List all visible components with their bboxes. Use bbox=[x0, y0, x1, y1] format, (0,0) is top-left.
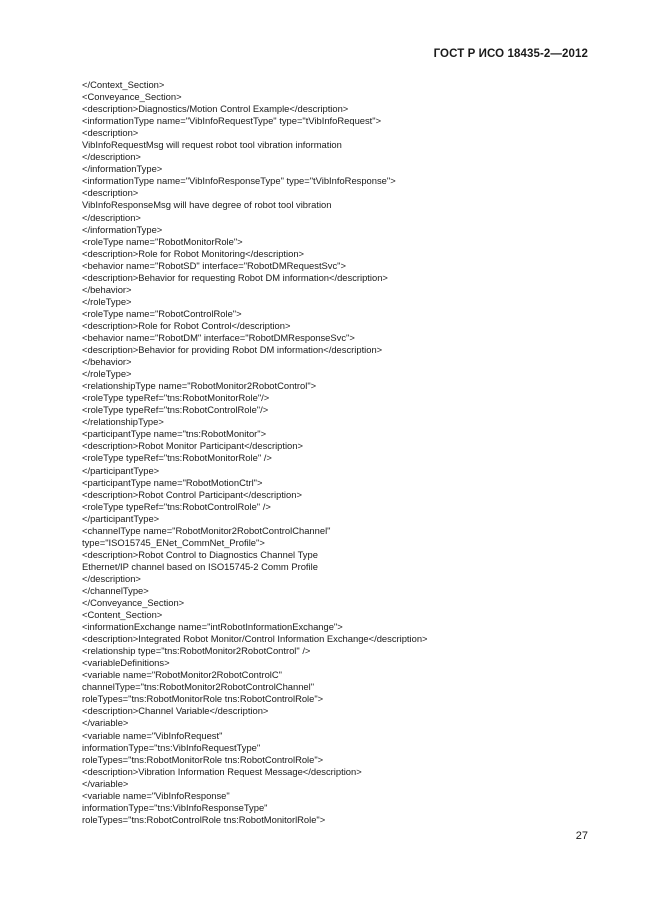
code-line: <variable name="VibInfoResponse" bbox=[82, 789, 230, 801]
page-number: 27 bbox=[575, 830, 588, 842]
code-line: </description> bbox=[82, 572, 141, 584]
code-line: <description> bbox=[82, 187, 139, 199]
code-line: <description>Behavior for providing Robot DM information</description> bbox=[82, 344, 383, 356]
code-line: <description>Role for Robot Monitoring</description> bbox=[82, 247, 305, 259]
code-line: <roleType name="RobotControlRole"> bbox=[82, 307, 242, 319]
code-line: <informationExchange name="intRobotInformationExchange"> bbox=[82, 621, 343, 633]
xml-code-listing bbox=[82, 79, 592, 826]
code-line: <Conveyance_Section> bbox=[82, 91, 182, 103]
code-line: </informationType> bbox=[82, 223, 163, 235]
code-line: roleTypes="tns:RobotMonitorRole tns:RobotControlRole"> bbox=[82, 753, 324, 765]
code-line: <participantType name="RobotMotionCtrl"> bbox=[82, 476, 263, 488]
code-line: informationType="tns:VibInfoRequestType" bbox=[82, 741, 261, 753]
code-line: <relationshipType name="RobotMonitor2RobotControl"> bbox=[82, 380, 317, 392]
code-line: </relationshipType> bbox=[82, 416, 164, 428]
code-line: <roleType typeRef="tns:RobotControlRole" /> bbox=[82, 500, 271, 512]
code-line: VibInfoRequestMsg will request robot tool vibration information bbox=[82, 139, 342, 151]
code-line: <roleType name="RobotMonitorRole"> bbox=[82, 235, 243, 247]
code-line: roleTypes="tns:RobotControlRole tns:RobotMonitorlRole"> bbox=[82, 813, 326, 825]
code-line: </variable> bbox=[82, 717, 129, 729]
code-line: Ethernet/IP channel based on ISO15745-2 Comm Profile bbox=[82, 560, 318, 572]
code-line: <variableDefinitions> bbox=[82, 657, 170, 669]
code-line: <description>Robot Control Participant</description> bbox=[82, 488, 302, 500]
code-line: <behavior name="RobotDM" interface="RobotDMResponseSvc"> bbox=[82, 331, 355, 343]
code-line: <variable name="VibInfoRequest" bbox=[82, 729, 223, 741]
code-line: </Conveyance_Section> bbox=[82, 597, 185, 609]
code-line: <description>Integrated Robot Monitor/Control Information Exchange</description> bbox=[82, 633, 428, 645]
code-line: </informationType> bbox=[82, 163, 163, 175]
code-line: <relationship type="tns:RobotMonitor2RobotControl" /> bbox=[82, 645, 311, 657]
code-line: <informationType name="VibInfoRequestType" type="tVibInfoRequest"> bbox=[82, 115, 382, 127]
code-line: <channelType name="RobotMonitor2RobotControlChannel" bbox=[82, 524, 331, 536]
code-line: channelType="tns:RobotMonitor2RobotControlChannel" bbox=[82, 681, 315, 693]
code-line: <description>Diagnostics/Motion Control Example</description> bbox=[82, 103, 349, 115]
code-line: </participantType> bbox=[82, 512, 160, 524]
code-line: <description>Behavior for requesting Robot DM information</description> bbox=[82, 271, 388, 283]
code-line: </behavior> bbox=[82, 283, 132, 295]
code-line: <variable name="RobotMonitor2RobotControlC" bbox=[82, 669, 282, 681]
code-line: </participantType> bbox=[82, 464, 160, 476]
code-line: <informationType name="VibInfoResponseType" type="tVibInfoResponse"> bbox=[82, 175, 396, 187]
code-line: <roleType typeRef="tns:RobotMonitorRole" /> bbox=[82, 452, 272, 464]
code-line: <Content_Section> bbox=[82, 609, 163, 621]
code-line: <description>Vibration Information Request Message</description> bbox=[82, 765, 362, 777]
code-line: <description>Robot Monitor Participant</description> bbox=[82, 440, 303, 452]
code-line: </roleType> bbox=[82, 368, 132, 380]
code-line: </variable> bbox=[82, 777, 129, 789]
code-line: <description> bbox=[82, 127, 139, 139]
code-line: <roleType typeRef="tns:RobotMonitorRole"/> bbox=[82, 392, 270, 404]
code-line: </description> bbox=[82, 211, 141, 223]
code-line: </description> bbox=[82, 151, 141, 163]
code-line: <participantType name="tns:RobotMonitor"> bbox=[82, 428, 267, 440]
code-line: informationType="tns:VibInfoResponseType" bbox=[82, 801, 268, 813]
code-line: </channelType> bbox=[82, 584, 149, 596]
code-line: </roleType> bbox=[82, 295, 132, 307]
code-line: VibInfoResponseMsg will have degree of robot tool vibration bbox=[82, 199, 332, 211]
code-line: <description>Robot Control to Diagnostics Channel Type bbox=[82, 548, 318, 560]
code-line: roleTypes="tns:RobotMonitorRole tns:RobotControlRole"> bbox=[82, 693, 324, 705]
code-line: </behavior> bbox=[82, 356, 132, 368]
code-line: <description>Role for Robot Control</description> bbox=[82, 319, 291, 331]
page-header-standard-id: ГОСТ Р ИСО 18435-2—2012 bbox=[433, 48, 588, 60]
code-line: <description>Channel Variable</description> bbox=[82, 705, 269, 717]
code-line: <roleType typeRef="tns:RobotControlRole"/> bbox=[82, 404, 269, 416]
code-line: type="ISO15745_ENet_CommNet_Profile"> bbox=[82, 536, 265, 548]
code-line: <behavior name="RobotSD" interface="RobotDMRequestSvc"> bbox=[82, 259, 346, 271]
code-line: </Context_Section> bbox=[82, 79, 165, 90]
